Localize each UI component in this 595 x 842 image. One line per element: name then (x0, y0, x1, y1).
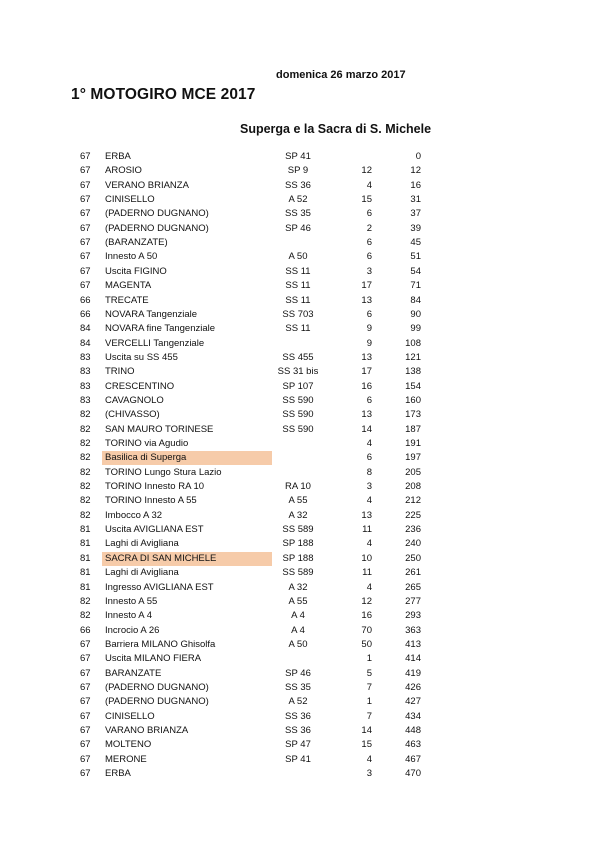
row-total: 419 (405, 667, 421, 679)
row-code: 83 (80, 351, 91, 363)
table-row (0, 179, 595, 193)
table-row (0, 624, 595, 638)
row-total: 434 (405, 710, 421, 722)
row-km: 11 (362, 567, 372, 579)
table-row (0, 681, 595, 695)
row-location: Incrocio A 26 (105, 624, 160, 636)
row-road: SP 188 (282, 538, 314, 550)
row-km: 14 (361, 423, 372, 435)
row-km: 13 (361, 351, 372, 363)
row-location: Uscita su SS 455 (105, 351, 178, 363)
row-location: BARANZATE (105, 667, 162, 679)
row-code: 67 (80, 696, 91, 708)
row-road: SS 11 (285, 280, 311, 292)
row-km: 6 (366, 308, 372, 320)
row-total: 71 (410, 280, 421, 292)
row-location: Uscita AVIGLIANA EST (105, 524, 204, 536)
row-location: NOVARA Tangenziale (105, 308, 198, 320)
row-code: 67 (80, 179, 91, 191)
row-road: SP 41 (285, 753, 311, 765)
row-road: SS 590 (282, 409, 314, 421)
table-row (0, 767, 595, 781)
row-location: Innesto A 50 (105, 251, 158, 263)
row-total: 31 (410, 194, 421, 206)
row-code: 67 (80, 251, 91, 263)
row-km: 17 (361, 366, 372, 378)
row-code: 82 (80, 610, 91, 622)
table-row (0, 710, 595, 724)
row-road: SP 41 (285, 151, 311, 162)
row-location: Ingresso AVIGLIANA EST (105, 581, 214, 593)
row-location: (BARANZATE) (105, 237, 168, 249)
row-code: 67 (80, 653, 91, 665)
row-km: 1 (366, 696, 372, 708)
row-total: 39 (410, 222, 421, 234)
row-location: (CHIVASSO) (105, 409, 160, 421)
row-total: 448 (405, 725, 421, 736)
row-total: 84 (410, 294, 421, 306)
row-location: Basilica di Superga (105, 452, 187, 464)
row-km: 4 (366, 438, 372, 449)
table-row (0, 279, 595, 293)
row-code: 81 (80, 552, 91, 564)
row-road: SS 590 (282, 394, 314, 406)
row-road: SS 590 (282, 423, 314, 435)
table-row (0, 351, 595, 365)
table-row (0, 380, 595, 394)
row-total: 261 (405, 567, 421, 579)
table-row (0, 207, 595, 221)
row-location: (PADERNO DUGNANO) (105, 222, 209, 234)
table-row (0, 738, 595, 752)
row-km: 11 (362, 524, 372, 536)
row-code: 67 (80, 222, 91, 234)
row-location: TRINO (105, 366, 135, 378)
row-location: Innesto A 55 (105, 595, 158, 607)
row-code: 82 (80, 452, 91, 464)
row-total: 236 (405, 524, 421, 536)
row-total: 250 (405, 552, 421, 564)
row-km: 14 (361, 725, 372, 736)
table-row (0, 652, 595, 666)
row-km: 5 (366, 667, 372, 679)
row-total: 187 (405, 423, 421, 435)
table-row (0, 236, 595, 250)
row-location: NOVARA fine Tangenziale (105, 323, 216, 335)
row-code: 67 (80, 208, 91, 220)
row-km: 6 (366, 394, 372, 406)
row-location: TORINO Innesto RA 10 (105, 481, 205, 493)
row-location: ERBA (105, 768, 131, 780)
row-road: SP 46 (285, 667, 311, 679)
table-row (0, 394, 595, 408)
row-total: 191 (405, 438, 421, 449)
row-code: 81 (80, 524, 91, 536)
row-total: 413 (405, 638, 421, 650)
row-location: (PADERNO DUGNANO) (105, 208, 209, 220)
row-km: 15 (361, 739, 372, 751)
row-km: 8 (366, 466, 372, 478)
row-code: 67 (80, 280, 91, 292)
row-code: 67 (80, 638, 91, 650)
row-total: 108 (405, 337, 421, 349)
row-total: 90 (410, 308, 421, 320)
row-location: MOLTENO (105, 739, 152, 751)
table-row (0, 437, 595, 451)
row-km: 3 (366, 481, 372, 493)
table-row (0, 408, 595, 422)
row-total: 54 (410, 265, 421, 277)
row-road: A 55 (288, 595, 308, 607)
row-km: 4 (366, 581, 372, 593)
row-location: CAVAGNOLO (105, 394, 164, 406)
row-code: 82 (80, 423, 91, 435)
table-row (0, 164, 595, 178)
row-total: 138 (405, 366, 421, 378)
row-code: 84 (80, 323, 91, 335)
row-km: 6 (366, 452, 372, 464)
row-code: 84 (80, 337, 91, 349)
row-location: ERBA (105, 151, 131, 162)
row-road: RA 10 (285, 481, 311, 493)
table-row (0, 193, 595, 207)
row-code: 67 (80, 165, 91, 177)
date-label: domenica 26 marzo 2017 (276, 69, 406, 81)
row-road: SP 188 (282, 552, 314, 564)
table-row (0, 523, 595, 537)
row-location: VERCELLI Tangenziale (105, 337, 205, 349)
row-code: 67 (80, 151, 91, 162)
row-location: Laghi di Avigliana (105, 567, 179, 579)
row-total: 208 (405, 481, 421, 493)
table-row (0, 667, 595, 681)
table-row (0, 724, 595, 738)
row-road: SS 36 (285, 725, 311, 736)
row-km: 6 (366, 251, 372, 263)
table-row (0, 509, 595, 523)
row-location: TORINO via Agudio (105, 438, 189, 449)
row-km: 7 (366, 710, 372, 722)
row-code: 67 (80, 739, 91, 751)
row-code: 83 (80, 380, 91, 392)
row-total: 99 (410, 323, 421, 335)
row-km: 6 (366, 237, 372, 249)
row-location: (PADERNO DUGNANO) (105, 696, 209, 708)
row-km: 13 (361, 409, 372, 421)
row-location: Imbocco A 32 (105, 509, 163, 521)
row-location: AROSIO (105, 165, 142, 177)
row-road: A 50 (288, 638, 308, 650)
row-code: 83 (80, 366, 91, 378)
row-location: MERONE (105, 753, 147, 765)
row-total: 426 (405, 681, 421, 693)
row-total: 45 (410, 237, 421, 249)
row-code: 82 (80, 466, 91, 478)
row-road: SS 36 (285, 179, 311, 191)
row-road: A 4 (291, 610, 305, 622)
row-code: 81 (80, 567, 91, 579)
row-km: 13 (361, 294, 372, 306)
row-road: SS 703 (282, 308, 314, 320)
row-road: SP 47 (285, 739, 311, 751)
table-row (0, 466, 595, 480)
row-location: SAN MAURO TORINESE (105, 423, 214, 435)
table-row (0, 537, 595, 551)
row-km: 16 (361, 380, 372, 392)
row-km: 3 (366, 768, 372, 780)
row-code: 66 (80, 308, 91, 320)
row-km: 4 (366, 495, 372, 507)
table-row-highlighted (0, 552, 595, 566)
row-code: 82 (80, 409, 91, 421)
table-row (0, 423, 595, 437)
row-road: A 50 (288, 251, 308, 263)
row-code: 83 (80, 394, 91, 406)
row-km: 9 (366, 323, 372, 335)
row-road: SS 35 (285, 208, 311, 220)
row-total: 212 (405, 495, 421, 507)
table-row (0, 595, 595, 609)
row-road: SP 107 (282, 380, 314, 392)
row-road: SS 11 (285, 294, 311, 306)
row-road: SS 31 bis (277, 366, 319, 378)
row-km: 13 (361, 509, 372, 521)
row-road: SP 9 (287, 165, 309, 177)
table-row (0, 294, 595, 308)
table-row (0, 365, 595, 379)
row-total: 197 (405, 452, 421, 464)
row-location: Innesto A 4 (105, 610, 153, 622)
row-total: 16 (410, 179, 421, 191)
row-total: 293 (405, 610, 421, 622)
row-total: 427 (405, 696, 421, 708)
row-code: 67 (80, 237, 91, 249)
row-km: 3 (366, 265, 372, 277)
row-km: 10 (361, 552, 372, 564)
row-code: 67 (80, 710, 91, 722)
row-code: 67 (80, 768, 91, 780)
table-row (0, 150, 595, 164)
row-total: 173 (405, 409, 421, 421)
row-road: SS 455 (282, 351, 314, 363)
row-location: CRESCENTINO (105, 380, 175, 392)
row-km: 1 (366, 653, 372, 665)
row-location: VERANO BRIANZA (105, 179, 189, 191)
row-code: 66 (80, 294, 91, 306)
table-row (0, 753, 595, 767)
row-road: SS 589 (282, 524, 314, 536)
row-total: 160 (405, 394, 421, 406)
row-road: A 32 (288, 509, 308, 521)
page-title: 1° MOTOGIRO MCE 2017 (71, 86, 256, 103)
row-road: SS 35 (285, 681, 311, 693)
row-location: CINISELLO (105, 194, 155, 206)
row-road: A 55 (288, 495, 308, 507)
row-km: 2 (366, 222, 372, 234)
row-location: CINISELLO (105, 710, 155, 722)
table-row (0, 480, 595, 494)
table-row (0, 265, 595, 279)
route-subtitle: Superga e la Sacra di S. Michele (240, 122, 432, 136)
row-road: A 52 (288, 696, 308, 708)
row-road: A 32 (288, 581, 308, 593)
row-total: 277 (405, 595, 421, 607)
row-km: 7 (366, 681, 372, 693)
row-location: (PADERNO DUGNANO) (105, 681, 209, 693)
row-total: 414 (405, 653, 421, 665)
row-location: TRECATE (105, 294, 149, 306)
table-row (0, 322, 595, 336)
table-row (0, 250, 595, 264)
table-row (0, 581, 595, 595)
table-row (0, 494, 595, 508)
table-row-highlighted (0, 451, 595, 465)
row-km: 70 (361, 624, 372, 636)
row-code: 67 (80, 265, 91, 277)
table-row (0, 638, 595, 652)
row-code: 66 (80, 624, 91, 636)
row-km: 15 (361, 194, 372, 206)
row-total: 470 (405, 768, 421, 780)
row-road: SP 46 (285, 222, 311, 234)
row-total: 12 (410, 165, 421, 177)
row-total: 0 (415, 151, 421, 162)
row-code: 67 (80, 667, 91, 679)
row-code: 67 (80, 725, 91, 736)
row-km: 4 (366, 538, 372, 550)
table-row (0, 337, 595, 351)
table-row (0, 222, 595, 236)
row-total: 265 (405, 581, 421, 593)
row-code: 82 (80, 438, 91, 449)
row-km: 17 (361, 280, 372, 292)
row-road: SS 11 (285, 323, 311, 335)
row-road: A 52 (288, 194, 308, 206)
row-code: 82 (80, 481, 91, 493)
row-total: 121 (405, 351, 421, 363)
row-road: SS 36 (285, 710, 311, 722)
row-location: Barriera MILANO Ghisolfa (105, 638, 216, 650)
table-row (0, 609, 595, 623)
table-row (0, 308, 595, 322)
row-km: 16 (361, 610, 372, 622)
row-total: 51 (410, 251, 421, 263)
row-km: 12 (361, 165, 372, 177)
row-code: 82 (80, 509, 91, 521)
row-code: 67 (80, 681, 91, 693)
row-total: 37 (410, 208, 421, 220)
row-location: Uscita MILANO FIERA (105, 653, 202, 665)
row-location: VARANO BRIANZA (105, 725, 189, 736)
row-road: SS 589 (282, 567, 314, 579)
row-location: TORINO Lungo Stura Lazio (105, 466, 222, 478)
row-km: 12 (361, 595, 372, 607)
row-total: 154 (405, 380, 421, 392)
row-road: SS 11 (285, 265, 311, 277)
row-code: 67 (80, 194, 91, 206)
row-location: MAGENTA (105, 280, 152, 292)
row-location: Uscita FIGINO (105, 265, 167, 277)
row-km: 4 (366, 753, 372, 765)
table-row (0, 695, 595, 709)
row-road: A 4 (291, 624, 305, 636)
row-code: 67 (80, 753, 91, 765)
row-code: 81 (80, 538, 91, 550)
row-total: 467 (405, 753, 421, 765)
row-total: 240 (405, 538, 421, 550)
table-row (0, 566, 595, 580)
row-code: 81 (80, 581, 91, 593)
row-total: 363 (405, 624, 421, 636)
row-total: 463 (405, 739, 421, 751)
row-total: 225 (405, 509, 421, 521)
row-km: 50 (361, 638, 372, 650)
row-code: 82 (80, 495, 91, 507)
row-km: 6 (366, 208, 372, 220)
row-km: 9 (366, 337, 372, 349)
row-km: 4 (366, 179, 372, 191)
row-code: 82 (80, 595, 91, 607)
row-location: SACRA DI SAN MICHELE (105, 552, 217, 564)
row-location: Laghi di Avigliana (105, 538, 179, 550)
row-total: 205 (405, 466, 421, 478)
row-location: TORINO Innesto A 55 (105, 495, 197, 507)
